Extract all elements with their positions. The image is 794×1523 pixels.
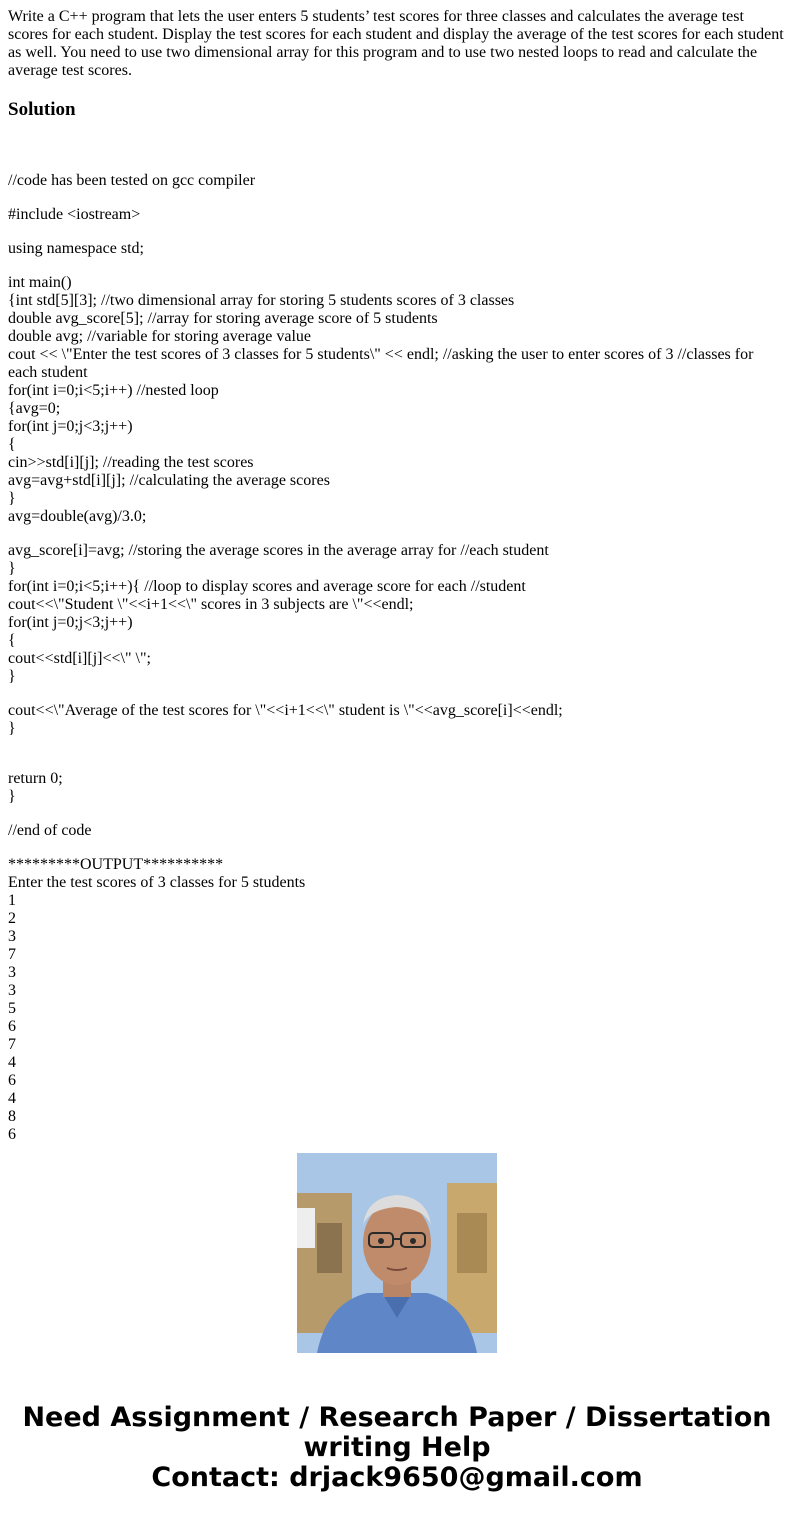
code-line: 1	[8, 892, 16, 909]
code-line: 4	[8, 1054, 16, 1071]
code-line: cout<<\"Student \"<<i+1<<\" scores in 3 subjects are \"<<endl;	[8, 596, 414, 613]
code-line: cout<<std[i][j]<<\" \";	[8, 650, 151, 667]
code-line: #include <iostream>	[8, 206, 141, 223]
code-blank-line	[8, 806, 786, 822]
code-blank-line	[8, 686, 786, 702]
code-line: for(int i=0;i<5;i++) //nested loop	[8, 382, 219, 399]
code-line: 6	[8, 1126, 16, 1143]
code-line: 3	[8, 928, 16, 945]
code-line: using namespace std;	[8, 240, 144, 257]
footer-line-1: Need Assignment / Research Paper / Dissertation	[22, 1402, 772, 1433]
code-line: 4	[8, 1090, 16, 1107]
code-line: }	[8, 490, 16, 507]
footer-contact: Contact: drjack9650@gmail.com	[151, 1462, 643, 1493]
code-blank-line	[8, 738, 786, 754]
code-line: avg=double(avg)/3.0;	[8, 508, 147, 525]
question-text: Write a C++ program that lets the user enters 5 students’ test scores for three classes and calculates the average test scores for each student. Display the test scores for each student and display the average of the test scores for each student as well. You need to use two dimensional array for this program and to use two nested loops to read and calculate the average test scores.	[8, 8, 784, 79]
code-line: double avg_score[5]; //array for storing average score of 5 students	[8, 310, 438, 327]
code-blank-line	[8, 754, 786, 770]
code-blank-line	[8, 224, 786, 240]
code-line: }	[8, 720, 16, 737]
code-blank-line	[8, 526, 786, 542]
code-line: }	[8, 560, 16, 577]
footer-banner	[0, 1403, 794, 1493]
code-line: }	[8, 668, 16, 685]
footer-line-2: writing Help	[303, 1432, 491, 1463]
author-photo	[297, 1153, 497, 1353]
code-line: }	[8, 788, 16, 805]
code-line: 5	[8, 1000, 16, 1017]
code-blank-line	[8, 156, 786, 172]
code-line: {	[8, 632, 16, 649]
code-line: int main()	[8, 274, 72, 291]
code-blank-line	[8, 258, 786, 274]
code-line: Enter the test scores of 3 classes for 5 students	[8, 874, 306, 891]
code-line: 3	[8, 982, 16, 999]
code-line: {	[8, 436, 16, 453]
code-line: for(int j=0;j<3;j++)	[8, 418, 133, 435]
code-line: avg_score[i]=avg; //storing the average scores in the average array for //each student	[8, 542, 549, 559]
code-line: for(int i=0;i<5;i++){ //loop to display scores and average score for each //student	[8, 578, 526, 595]
code-line: 6	[8, 1018, 16, 1035]
code-line: *********OUTPUT**********	[8, 856, 224, 873]
code-line: 8	[8, 1108, 16, 1125]
document-content	[8, 8, 786, 121]
code-line: for(int j=0;j<3;j++)	[8, 614, 133, 631]
code-line: {avg=0;	[8, 400, 61, 417]
code-line: cout<<\"Average of the test scores for \"<<i+1<<\" student is \"<<avg_score[i]<<endl;	[8, 702, 563, 719]
code-listing	[8, 156, 786, 1143]
code-line: 6	[8, 1072, 16, 1089]
code-line: {int std[5][3]; //two dimensional array for storing 5 students scores of 3 classes	[8, 292, 515, 309]
code-line: 7	[8, 946, 16, 963]
code-line: cout << \"Enter the test scores of 3 classes for 5 students\" << endl; //asking the user to enter scores of 3 //classes for each student	[8, 346, 758, 381]
code-line: avg=avg+std[i][j]; //calculating the average scores	[8, 472, 330, 489]
solution-heading: Solution	[8, 99, 76, 120]
code-blank-line	[8, 190, 786, 206]
code-line: //end of code	[8, 822, 92, 839]
code-line: 3	[8, 964, 16, 981]
code-line: cin>>std[i][j]; //reading the test scores	[8, 454, 254, 471]
code-line: return 0;	[8, 770, 63, 787]
code-line: 2	[8, 910, 16, 927]
code-line: //code has been tested on gcc compiler	[8, 172, 256, 189]
code-line: double avg; //variable for storing average value	[8, 328, 311, 345]
code-line: 7	[8, 1036, 16, 1053]
code-blank-line	[8, 840, 786, 856]
